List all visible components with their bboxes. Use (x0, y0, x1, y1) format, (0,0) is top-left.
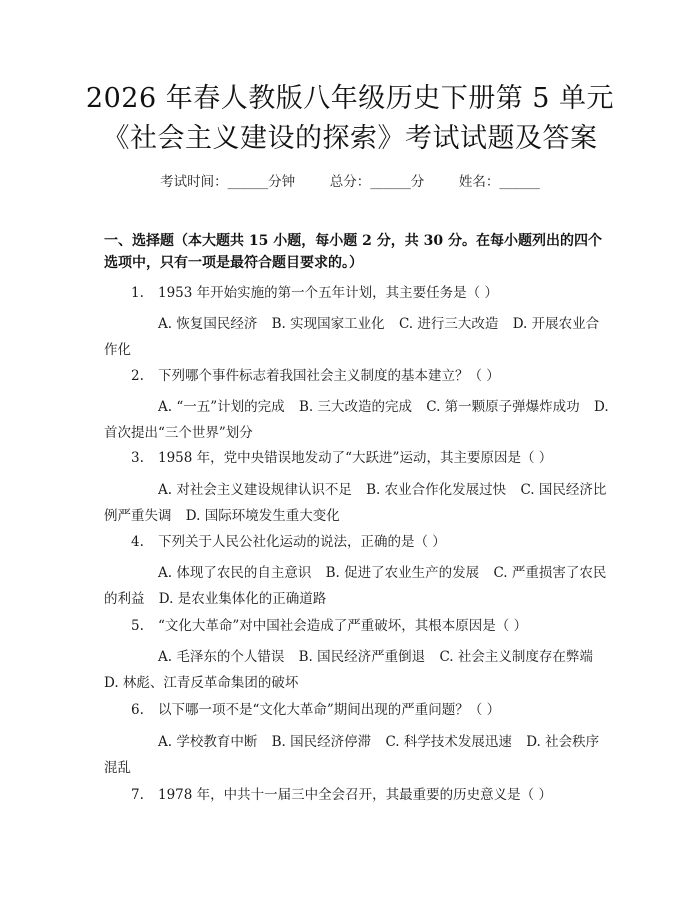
question-1 (131, 283, 611, 303)
option-a: A. 恢复国民经济 (158, 316, 258, 332)
question-7 (131, 785, 611, 805)
question-text: 下列哪个事件标志着我国社会主义制度的基本建立？（ ） (158, 368, 500, 384)
option-d: D. 社会秩序混乱 (104, 734, 600, 776)
question-text: 1978 年，中共十一届三中全会召开，其最重要的历史意义是（ ） (158, 787, 552, 803)
option-b: B. 国民经济严重倒退 (298, 649, 426, 665)
option-d: D. 林彪、江青反革命集团的破坏 (104, 675, 299, 691)
question-4-options (104, 560, 609, 612)
question-2-options (104, 394, 609, 446)
page-title-line1: 2026 年春人教版八年级历史下册第 5 单元 (85, 83, 615, 114)
question-number: 3. (131, 450, 144, 466)
question-3-options (104, 477, 609, 529)
question-3 (131, 448, 611, 468)
exam-time-field: 考试时间：______分钟 (160, 174, 296, 190)
question-number: 6. (131, 702, 144, 718)
option-c: C. 严重损害了农民的利益 (104, 565, 607, 607)
question-4 (131, 532, 611, 552)
question-6 (131, 700, 611, 720)
option-d: D. 是农业集体化的正确道路 (158, 591, 327, 607)
question-number: 5. (131, 618, 144, 634)
question-2 (131, 366, 611, 386)
option-b: B. 实现国家工业化 (271, 316, 385, 332)
option-d: D. 首次提出“三个世界”划分 (104, 399, 609, 441)
question-5-options (104, 644, 609, 696)
question-text: 以下哪一项不是“文化大革命”期间出现的严重问题？（ ） (158, 702, 501, 718)
option-d: D. 国际环境发生重大变化 (185, 508, 340, 524)
option-c: C. 社会主义制度存在弊端 (439, 649, 593, 665)
question-text: “文化大革命”对中国社会造成了严重破坏，其根本原因是（ ） (158, 618, 528, 634)
question-number: 4. (131, 534, 144, 550)
question-6-options (104, 729, 609, 781)
option-c: C. 科学技术发展迅速 (385, 734, 512, 750)
question-text: 1953 年开始实施的第一个五年计划，其主要任务是（ ） (158, 285, 498, 301)
option-b: B. 促进了农业生产的发展 (325, 565, 480, 581)
question-1-options (104, 311, 609, 363)
option-b: B. 农业合作化发展过快 (366, 482, 507, 498)
question-5 (131, 616, 611, 636)
question-text: 下列关于人民公社化运动的说法，正确的是（ ） (158, 534, 446, 550)
question-text: 1958 年，党中央错误地发动了“大跃进”运动，其主要原因是（ ） (158, 450, 553, 466)
section-heading: 一、选择题（本大题共 15 小题，每小题 2 分，共 30 分。在每小题列出的四个选项中，只有一项是最符合题目要求的。） (104, 233, 602, 271)
student-name-field: 姓名：______ (458, 174, 540, 190)
option-a: A. “一五”计划的完成 (158, 399, 285, 415)
question-number: 2. (131, 368, 144, 384)
option-d: D. 开展农业合作化 (104, 316, 600, 358)
option-a: A. 毛泽东的个人错误 (158, 649, 285, 665)
option-a: A. 对社会主义建设规律认识不足 (158, 482, 352, 498)
option-b: B. 三大改造的完成 (298, 399, 412, 415)
option-c: C. 第一颗原子弹爆炸成功 (426, 399, 580, 415)
option-b: B. 国民经济停滞 (271, 734, 372, 750)
question-number: 7. (131, 787, 144, 803)
total-score-field: 总分：______分 (329, 174, 425, 190)
question-number: 1. (131, 285, 144, 301)
exam-meta (0, 170, 700, 190)
option-a: A. 学校教育中断 (158, 734, 258, 750)
option-a: A. 体现了农民的自主意识 (158, 565, 312, 581)
page-title-line2: 《社会主义建设的探索》考试试题及答案 (102, 123, 598, 154)
option-c: C. 进行三大改造 (398, 316, 499, 332)
option-c: C. 国民经济比例严重失调 (104, 482, 607, 524)
